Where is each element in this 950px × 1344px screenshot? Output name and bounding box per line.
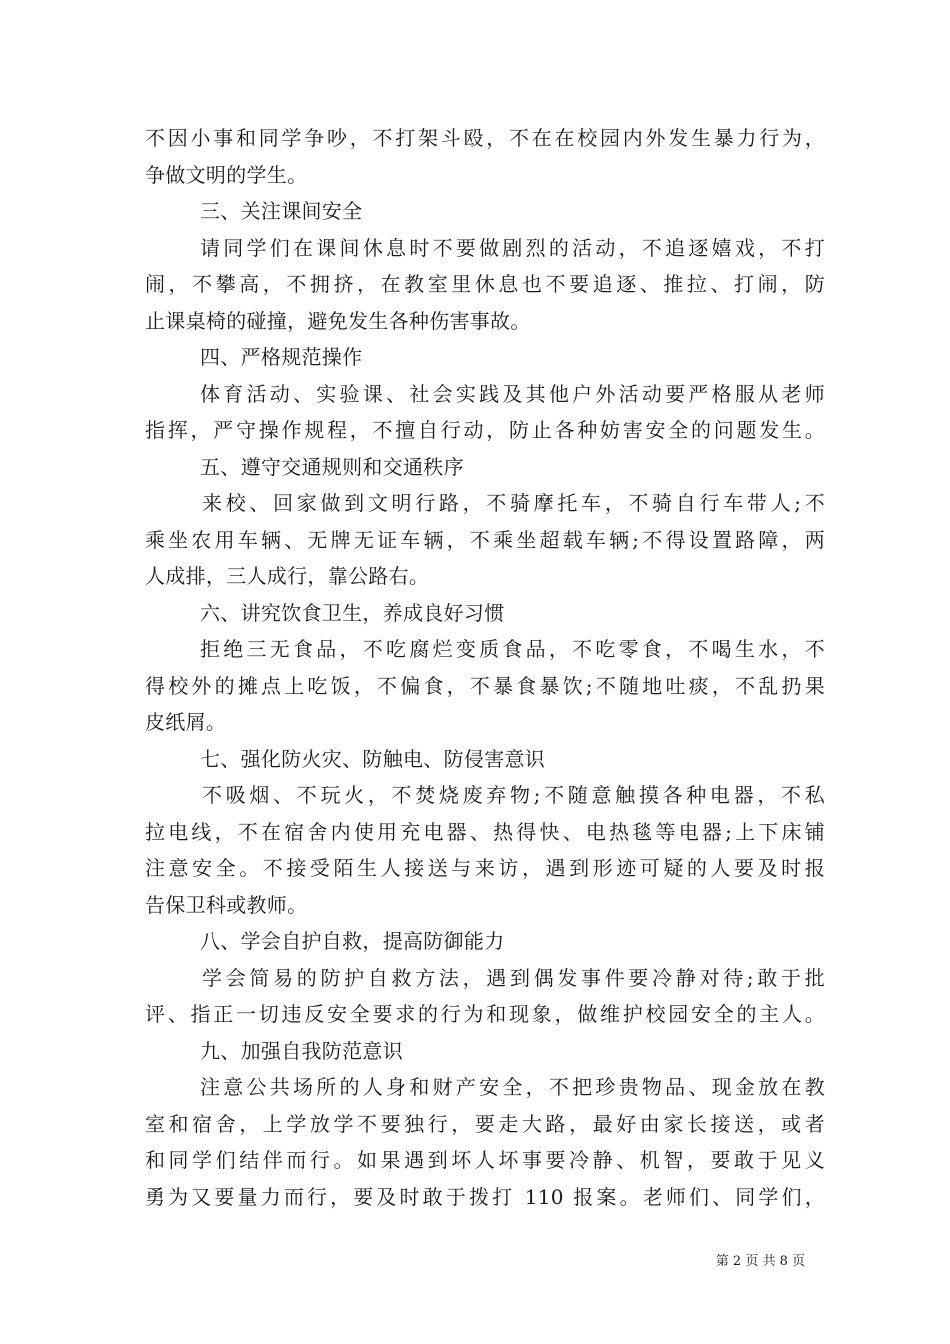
text-line: 勇为又要量力而行，要及时敢于拨打 110 报案。老师们、同学们， [145, 1184, 825, 1209]
text-line: 皮纸屑。 [145, 710, 227, 734]
text-line: 七、强化防火灾、防触电、防侵害意识 [200, 746, 546, 771]
text-line: 注意公共场所的人身和财产安全，不把珍贵物品、现金放在教 [200, 1075, 825, 1099]
text-line: 四、严格规范操作 [200, 345, 363, 369]
text-line: 九、加强自我防范意识 [200, 1038, 403, 1063]
text-line: 不因小事和同学争吵，不打架斗殴，不在在校园内外发生暴力行为， [145, 126, 825, 150]
text-line: 指挥，严守操作规程，不擅自行动，防止各种妨害安全的问题发生。 [145, 418, 825, 442]
document-body [145, 120, 825, 1215]
text-line: 人成排，三人成行，靠公路右。 [145, 564, 430, 588]
text-line: 得校外的摊点上吃饭，不偏食，不暴食暴饮;不随地吐痰，不乱扔果 [145, 673, 825, 698]
text-line: 闹，不攀高，不拥挤，在教室里休息也不要追逐、推拉、打闹，防 [145, 272, 825, 296]
text-line: 来校、回家做到文明行路，不骑摩托车，不骑自行车带人;不 [202, 491, 825, 515]
text-line: 和同学们结伴而行。如果遇到坏人坏事要冷静、机智，要敢于见义 [145, 1148, 825, 1172]
text-line: 不吸烟、不玩火，不焚烧废弃物;不随意触摸各种电器，不私 [202, 783, 825, 807]
page-number-footer: 第 2 页 共 8 页 [715, 1254, 805, 1269]
text-line: 室和宿舍，上学放学不要独行，要走大路，最好由家长接送，或者 [145, 1111, 825, 1136]
text-line: 争做文明的学生。 [145, 162, 308, 187]
text-line: 体育活动、实验课、社会实践及其他户外活动要严格服从老师 [200, 381, 825, 406]
text-line: 止课桌椅的碰撞，避免发生各种伤害事故。 [145, 308, 531, 333]
text-line: 八、学会自护自救，提高防御能力 [200, 929, 505, 953]
text-line: 请同学们在课间休息时不要做剧烈的活动，不追逐嬉戏，不打 [200, 235, 825, 260]
text-line: 注意安全。不接受陌生人接送与来访，遇到形迹可疑的人要及时报 [145, 856, 825, 880]
text-line: 乘坐农用车辆、无牌无证车辆，不乘坐超载车辆;不得设置路障，两 [145, 527, 825, 552]
text-line: 评、指正一切违反安全要求的行为和现象，做维护校园安全的主人。 [145, 1002, 825, 1026]
text-line: 三、关注课间安全 [200, 199, 363, 223]
text-line: 拉电线，不在宿舍内使用充电器、热得快、电热毯等电器;上下床铺 [145, 819, 825, 844]
text-line: 五、遵守交通规则和交通秩序 [200, 454, 464, 479]
text-line: 告保卫科或教师。 [145, 892, 308, 917]
text-line: 六、讲究饮食卫生，养成良好习惯 [200, 600, 505, 625]
text-line: 拒绝三无食品，不吃腐烂变质食品，不吃零食，不喝生水，不 [200, 637, 825, 661]
text-line: 学会简易的防护自救方法，遇到偶发事件要冷静对待;敢于批 [202, 965, 825, 990]
